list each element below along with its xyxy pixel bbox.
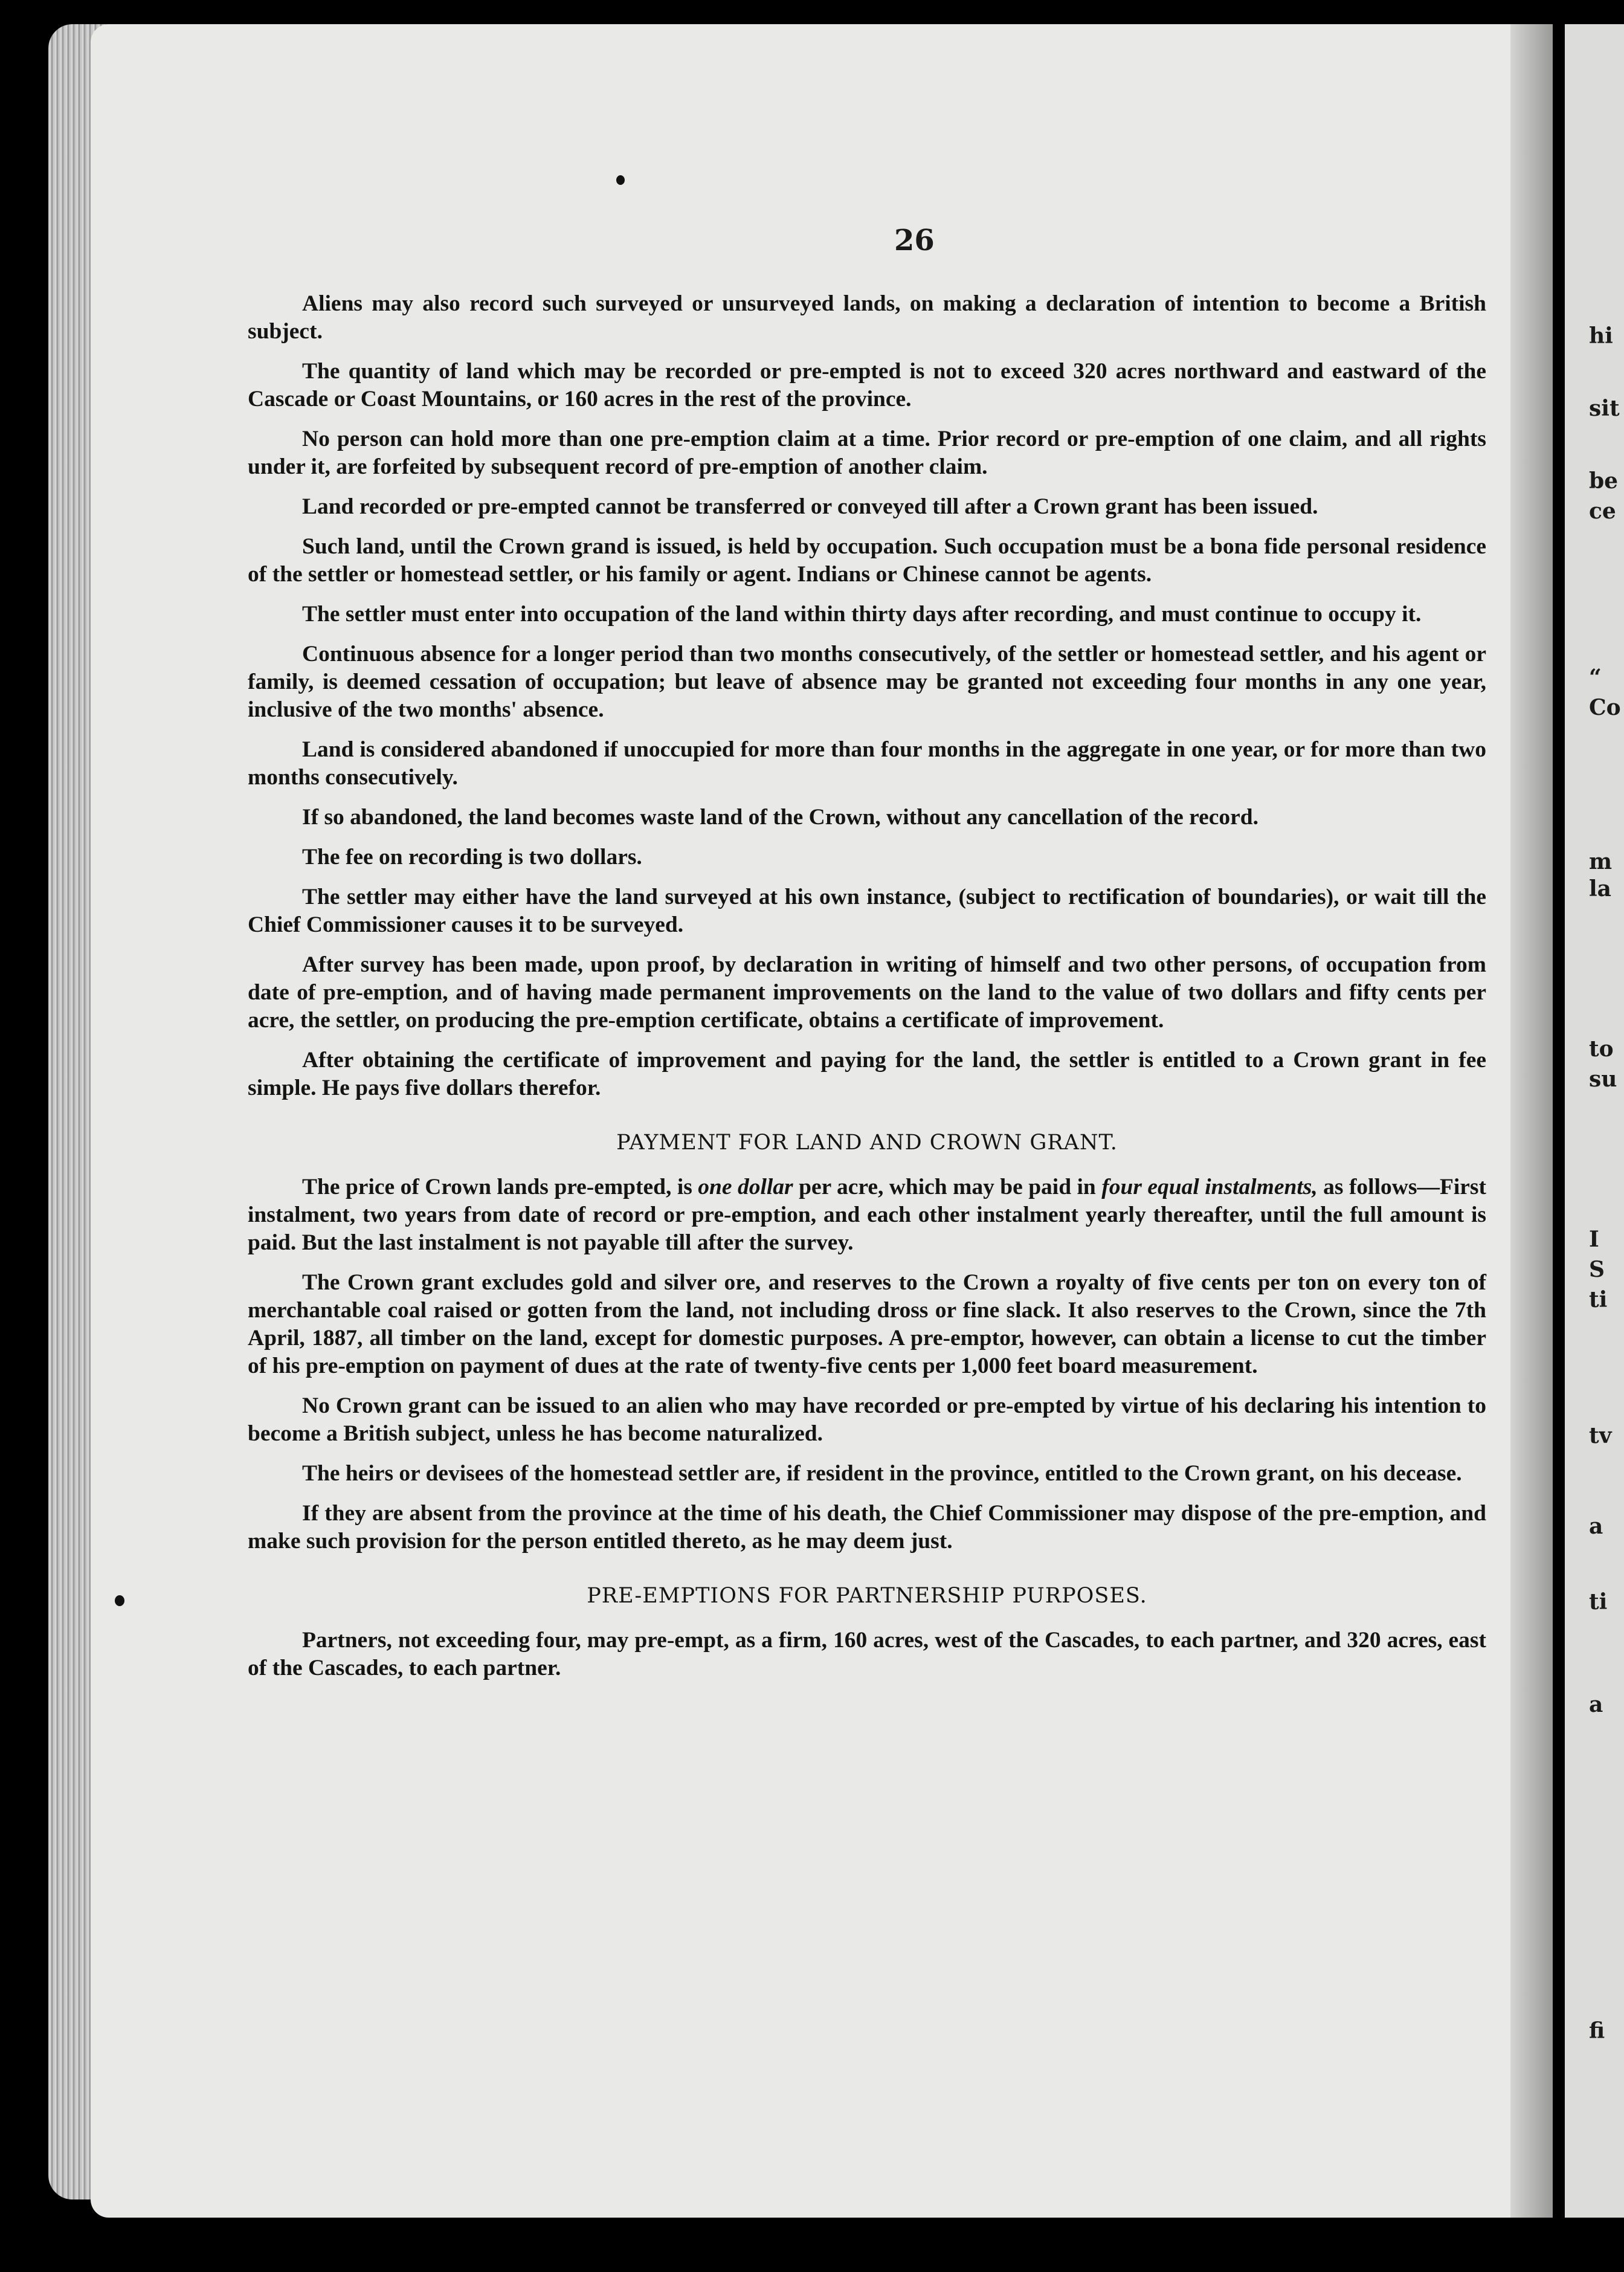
adjacent-page-fragment: tv <box>1589 1423 1612 1448</box>
paragraph: Land is considered abandoned if unoccupied for more than four months in the aggregate in one year, or for more than two months consecutively. <box>248 737 1486 790</box>
paragraph: If they are absent from the province at the time of his death, the Chief Commissioner may dispose of the pre-emption, and make such provision for the person entitled thereto, as he may deem just. <box>248 1501 1486 1554</box>
adjacent-page-fragment: ce <box>1589 499 1616 524</box>
adjacent-page-fragment: Co <box>1589 695 1621 720</box>
page-text-column <box>248 199 1486 1694</box>
page-number: 26 <box>894 224 935 257</box>
adjacent-page-fragment: ti <box>1589 1287 1608 1312</box>
text-run: as follows—First instalment, two years from date of record or pre-emption, and each other instalment yearly thereafter, until the full amount is paid. But the last instalment is not payable till after the survey. <box>248 1175 1486 1255</box>
adjacent-page-fragment: sit <box>1589 396 1620 421</box>
adjacent-page-fragment: S <box>1589 1257 1605 1282</box>
paragraph: Aliens may also record such surveyed or unsurveyed lands, on making a declaration of intention to become a British subject. <box>248 291 1486 344</box>
adjacent-page-fragment: a <box>1589 1692 1603 1717</box>
paragraph: The settler may either have the land surveyed at his own instance, (subject to rectification of boundaries), or wait till the Chief Commissioner causes it to be surveyed. <box>248 885 1486 937</box>
paragraph: The settler must enter into occupation of the land within thirty days after recording, and must continue to occupy it. <box>302 602 1422 627</box>
adjacent-page-fragment: I <box>1589 1227 1599 1252</box>
section-heading-payment: PAYMENT FOR LAND AND CROWN GRANT. <box>616 1131 1118 1155</box>
paragraph: No Crown grant can be issued to an alien who may have recorded or pre-empted by virtue of his declaring his intention to become a British subject, unless he has become naturalized. <box>248 1393 1486 1446</box>
adjacent-page-fragment: hi <box>1589 323 1613 349</box>
adjacent-page-fragment: la <box>1589 876 1612 902</box>
paragraph: The quantity of land which may be recorded or pre-empted is not to exceed 320 acres northward and eastward of the Cascade or Coast Mountains, or 160 acres in the rest of the province. <box>248 359 1486 411</box>
paragraph: Continuous absence for a longer period than two months consecutively, of the settler or homestead settler, and his agent or family, is deemed cessation of occupation; but leave of absence may be granted not exceeding four months in any one year, inclusive of the two months' absence. <box>248 642 1486 722</box>
adjacent-page-fragment: a <box>1589 1514 1603 1539</box>
italic-text-run: one dollar <box>698 1175 793 1199</box>
text-run: The price of Crown lands pre-empted, is <box>302 1175 698 1199</box>
paragraph: Such land, until the Crown grand is issued, is held by occupation. Such occupation must be a bona fide personal residence of the settler or homestead settler, or his family or agent. Indians or Chinese cannot be agents. <box>248 534 1486 587</box>
paragraph: After survey has been made, upon proof, by declaration in writing of himself and two other persons, of occupation from date of pre-emption, and of having made permanent improvements on the land to the value of two dollars and fifty cents per acre, the settler, on producing the pre-emption certificate, obtains a certificate of improvement. <box>248 952 1486 1033</box>
paragraph: Partners, not exceeding four, may pre-empt, as a firm, 160 acres, west of the Cascades, to each partner, and 320 acres, east of the Cascades, to each partner. <box>248 1628 1486 1680</box>
page-gutter-shadow <box>1510 24 1553 2218</box>
text-run: per acre, which may be paid in <box>793 1175 1102 1199</box>
paragraph: The fee on recording is two dollars. <box>302 845 642 870</box>
ink-speck <box>115 1595 124 1606</box>
adjacent-page-fragment: m <box>1589 849 1613 874</box>
adjacent-page-fragment: to <box>1589 1036 1614 1062</box>
adjacent-page-strip <box>1565 24 1624 2218</box>
paragraph-price <box>248 1173 1486 1257</box>
paragraph: After obtaining the certificate of improvement and paying for the land, the settler is entitled to a Crown grant in fee simple. He pays five dollars therefor. <box>248 1048 1486 1100</box>
adjacent-page-fragment: su <box>1589 1067 1617 1092</box>
paragraph: The Crown grant excludes gold and silver ore, and reserves to the Crown a royalty of five cents per ton on every ton of merchantable coal raised or gotten from the land, not including dross or fine slack. It also reserves to the Crown, since the 7th April, 1887, all timber on the land, except for domestic purposes. A pre-emptor, however, can obtain a license to cut the timber of his pre-emption on payment of dues at the rate of twenty-five cents per 1,000 feet board measurement. <box>248 1270 1486 1378</box>
paragraph: No person can hold more than one pre-emption claim at a time. Prior record or pre-emption of one claim, and all rights under it, are forfeited by subsequent record of pre-emption of another claim. <box>248 427 1486 479</box>
paragraph: If so abandoned, the land becomes waste land of the Crown, without any cancellation of the record. <box>302 805 1259 830</box>
section-heading-partnership: PRE-EMPTIONS FOR PARTNERSHIP PURPOSES. <box>587 1584 1147 1608</box>
adjacent-page-fragment: “ <box>1589 665 1602 690</box>
ink-speck <box>616 175 625 185</box>
adjacent-page-fragment: be <box>1589 468 1619 494</box>
italic-text-run: four equal instalments, <box>1101 1175 1318 1199</box>
adjacent-page-fragment: ti <box>1589 1589 1608 1615</box>
paragraph: Land recorded or pre-empted cannot be transferred or conveyed till after a Crown grant has been issued. <box>302 494 1318 519</box>
adjacent-page-fragment: fi <box>1589 2018 1605 2044</box>
paragraph: The heirs or devisees of the homestead settler are, if resident in the province, entitled to the Crown grant, on his decease. <box>302 1461 1462 1486</box>
